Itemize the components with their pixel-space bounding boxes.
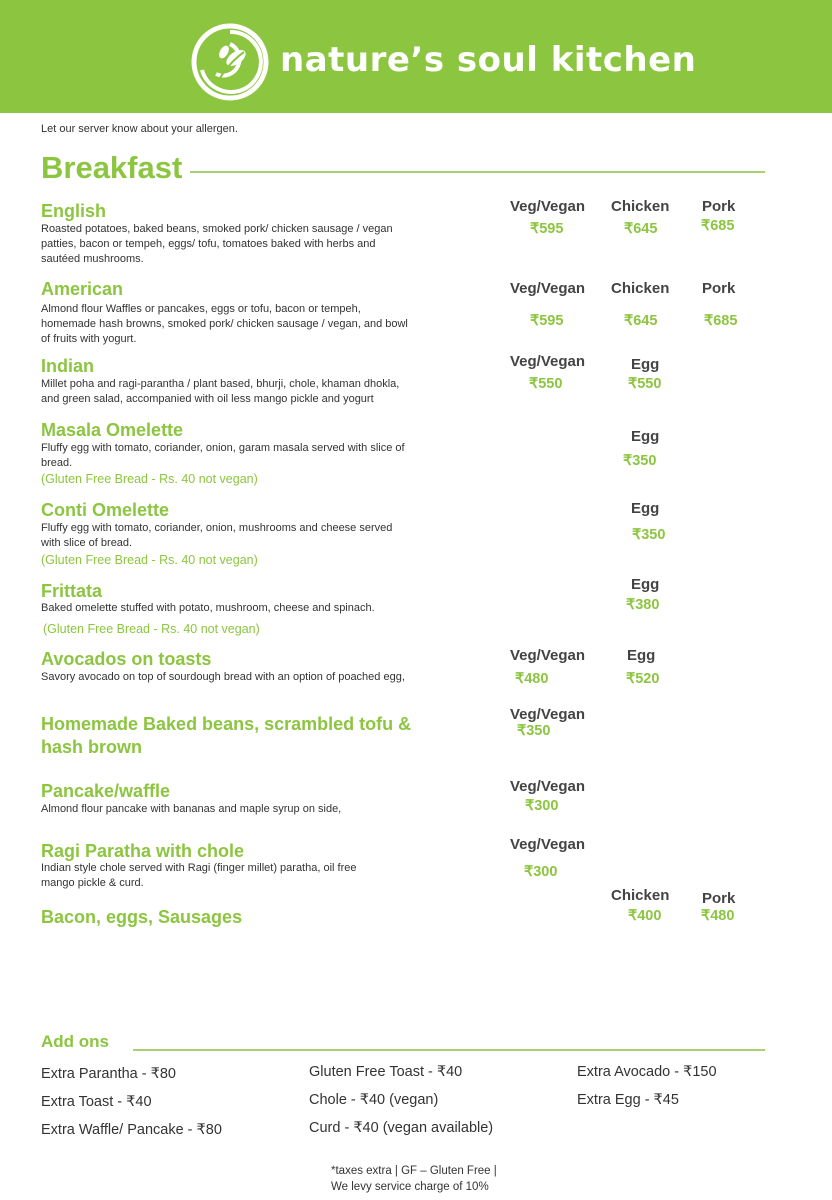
option-label: Veg/Vegan [510,836,586,853]
option-price: ₹645 [624,221,658,237]
addons-divider [133,1049,765,1051]
item-name: Homemade Baked beans, scrambled tofu & hash brown [41,714,412,757]
option-label: Pork [702,280,736,297]
option-label: Egg [627,647,656,664]
section-title: Breakfast [41,150,183,185]
option-price: ₹685 [701,218,735,234]
option-label: Egg [631,576,660,593]
addon-item: Extra Avocado - ₹150 [577,1064,717,1080]
option-label: Egg [631,500,660,517]
gluten-free-note: (Gluten Free Bread - Rs. 40 not vegan) [41,472,258,486]
addon-item: Extra Parantha - ₹80 [41,1066,176,1082]
option-price: ₹595 [530,313,564,329]
item-description: Millet poha and ragi-parantha / plant based, bhurji, chole, khaman dhokla, and green salad, accompanied with oil less mango pickle and yogurt [41,378,400,405]
item-description: Almond flour pancake with bananas and maple syrup on side, [41,803,342,815]
option-price: ₹595 [530,221,564,237]
option-price: ₹480 [701,908,735,924]
item-name: Frittata [41,581,103,601]
option-price: ₹350 [623,453,657,469]
item-name: Conti Omelette [41,500,170,520]
gluten-free-note: (Gluten Free Bread - Rs. 40 not vegan) [43,622,260,636]
option-price: ₹350 [632,527,666,543]
addon-item: Extra Egg - ₹45 [577,1092,679,1108]
option-price: ₹350 [517,723,551,739]
option-label: Veg/Vegan [510,778,586,795]
item-description: Indian style chole served with Ragi (finger millet) paratha, oil free mango pickle & curd. [41,862,357,889]
addons-title: Add ons [41,1032,109,1051]
item-name: Bacon, eggs, Sausages [41,907,243,927]
section-divider [190,171,765,173]
allergen-note: Let our server know about your allergen. [41,123,238,135]
item-description: Roasted potatoes, baked beans, smoked pork/ chicken sausage / vegan patties, bacon or tempeh, eggs/ tofu, tomatoes baked with herbs and sautéed mushrooms. [41,223,393,265]
item-name: Pancake/waffle [41,781,171,801]
option-price: ₹400 [628,908,662,924]
option-price: ₹380 [626,597,660,613]
option-price: ₹300 [524,864,558,880]
addon-item: Curd - ₹40 (vegan available) [309,1120,494,1136]
item-description: Baked omelette stuffed with potato, mushroom, cheese and spinach. [41,602,375,614]
brand-name: nature’s soul kitchen [280,40,697,80]
option-label: Veg/Vegan [510,198,586,215]
option-price: ₹550 [529,376,563,392]
option-label: Veg/Vegan [510,280,586,297]
option-label: Egg [631,356,660,373]
option-price: ₹480 [515,671,549,687]
option-label: Chicken [611,887,670,904]
addon-item: Extra Waffle/ Pancake - ₹80 [41,1122,222,1138]
option-price: ₹685 [704,313,738,329]
addon-item: Chole - ₹40 (vegan) [309,1092,439,1108]
option-price: ₹520 [626,671,660,687]
item-description: Fluffy egg with tomato, coriander, onion, mushrooms and cheese served with slice of bread. [41,522,393,549]
gluten-free-note: (Gluten Free Bread - Rs. 40 not vegan) [41,553,258,567]
item-description: Almond flour Waffles or pancakes, eggs or tofu, bacon or tempeh, homemade hash browns, smoked pork/ chicken sausage / vegan, and bowl of fruits with yogurt. [41,303,408,345]
addon-item: Gluten Free Toast - ₹40 [309,1064,463,1080]
item-description: Savory avocado on top of sourdough bread with an option of poached egg, [41,671,405,683]
option-price: ₹300 [525,798,559,814]
item-name: Avocados on toasts [41,649,212,669]
item-description: Fluffy egg with tomato, coriander, onion, garam masala served with slice of bread. [41,442,405,469]
option-label: Veg/Vegan [510,353,586,370]
item-name: Masala Omelette [41,420,184,440]
option-label: Veg/Vegan [510,706,586,723]
option-label: Pork [702,198,736,215]
item-name: English [41,201,107,221]
footer-note: *taxes extra | GF – Gluten Free | We levy service charge of 10% [331,1165,497,1193]
option-price: ₹645 [624,313,658,329]
item-name: American [41,279,124,299]
leaf-swirl-icon [190,22,270,102]
item-name: Indian [41,356,94,376]
option-price: ₹550 [628,376,662,392]
option-label: Pork [702,890,736,907]
item-name: Ragi Paratha with chole [41,841,245,861]
option-label: Chicken [611,280,670,297]
addon-item: Extra Toast - ₹40 [41,1094,152,1110]
option-label: Chicken [611,198,670,215]
option-label: Egg [631,428,660,445]
option-label: Veg/Vegan [510,647,586,664]
